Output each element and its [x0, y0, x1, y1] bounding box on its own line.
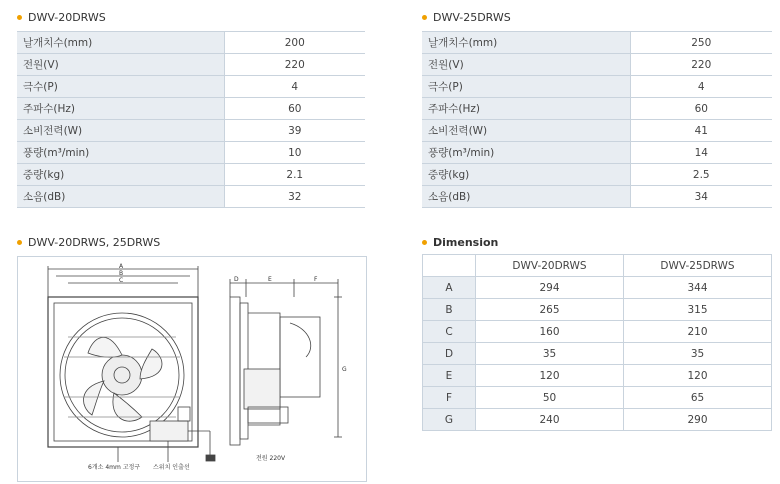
table-row [423, 321, 772, 343]
dim-value: 344 [624, 277, 772, 299]
dim-value: 210 [624, 321, 772, 343]
spec-value: 34 [630, 186, 772, 208]
spec-label: 날개치수(mm) [17, 32, 224, 54]
spec-value: 41 [630, 120, 772, 142]
table-row [422, 32, 772, 54]
spec-label: 주파수(Hz) [17, 98, 224, 120]
table-row [17, 98, 365, 120]
dim-value: 265 [476, 299, 624, 321]
table-row [423, 299, 772, 321]
label-g: G [342, 366, 347, 373]
diagram-heading [17, 236, 160, 249]
label-f: F [314, 276, 318, 283]
spec-label: 극수(P) [17, 76, 224, 98]
label-a: A [119, 263, 124, 270]
fan-drawing [18, 257, 366, 481]
note-power: 전원 220V [256, 455, 286, 462]
spec-value: 2.1 [224, 164, 365, 186]
diagram-title: DWV-20DRWS, 25DRWS [28, 236, 161, 249]
column-header: DWV-20DRWS [476, 255, 624, 277]
bullet-icon [422, 15, 427, 20]
spec-label: 전원(V) [422, 54, 630, 76]
left-spec-heading [17, 11, 106, 24]
spec-label: 풍량(m³/min) [17, 142, 224, 164]
table-row [422, 120, 772, 142]
spec-value: 2.5 [630, 164, 772, 186]
table-row [422, 142, 772, 164]
label-d: D [234, 276, 239, 283]
spec-value: 220 [630, 54, 772, 76]
dim-label: B [423, 299, 476, 321]
table-row [422, 76, 772, 98]
dim-value: 120 [624, 365, 772, 387]
spec-label: 소비전력(W) [422, 120, 630, 142]
table-row [423, 409, 772, 431]
dim-label: D [423, 343, 476, 365]
spec-label: 극수(P) [422, 76, 630, 98]
label-e: E [268, 276, 272, 283]
dim-label: E [423, 365, 476, 387]
bullet-icon [17, 240, 22, 245]
spec-value: 60 [630, 98, 772, 120]
dim-label: F [423, 387, 476, 409]
column-header: DWV-25DRWS [624, 255, 772, 277]
right-spec-title: DWV-25DRWS [433, 11, 511, 24]
dim-value: 294 [476, 277, 624, 299]
spec-value: 220 [224, 54, 365, 76]
dimension-heading [422, 236, 498, 249]
dim-value: 290 [624, 409, 772, 431]
bullet-icon [17, 15, 22, 20]
spec-value: 4 [224, 76, 365, 98]
dim-value: 315 [624, 299, 772, 321]
note-holes: 6개소 4mm 고정구 [88, 464, 141, 471]
spec-value: 60 [224, 98, 365, 120]
spec-value: 10 [224, 142, 365, 164]
dim-value: 35 [476, 343, 624, 365]
spec-label: 소음(dB) [422, 186, 630, 208]
spec-value: 200 [224, 32, 365, 54]
left-spec-table [17, 31, 365, 208]
table-row [423, 277, 772, 299]
spec-value: 14 [630, 142, 772, 164]
dim-label: C [423, 321, 476, 343]
dim-value: 120 [476, 365, 624, 387]
spec-label: 소비전력(W) [17, 120, 224, 142]
left-spec-title: DWV-20DRWS [28, 11, 106, 24]
table-row [422, 186, 772, 208]
spec-label: 날개치수(mm) [422, 32, 630, 54]
table-row [17, 54, 365, 76]
right-spec-table [422, 31, 772, 208]
table-row [17, 164, 365, 186]
dim-value: 240 [476, 409, 624, 431]
dim-value: 35 [624, 343, 772, 365]
dimension-table [422, 254, 772, 431]
dim-label: G [423, 409, 476, 431]
spec-label: 중량(kg) [17, 164, 224, 186]
table-row [423, 387, 772, 409]
right-spec-heading [422, 11, 511, 24]
dim-value: 65 [624, 387, 772, 409]
spec-value: 250 [630, 32, 772, 54]
label-c: C [119, 277, 124, 284]
dimension-title: Dimension [433, 236, 499, 249]
note-switch: 스위치 인출선 [153, 464, 190, 471]
table-row [17, 32, 365, 54]
table-row [423, 365, 772, 387]
fan-diagram [17, 256, 367, 482]
table-row [422, 98, 772, 120]
table-row [17, 120, 365, 142]
spec-label: 주파수(Hz) [422, 98, 630, 120]
spec-value: 32 [224, 186, 365, 208]
spec-label: 전원(V) [17, 54, 224, 76]
spec-label: 풍량(m³/min) [422, 142, 630, 164]
bullet-icon [422, 240, 427, 245]
dim-label: A [423, 277, 476, 299]
table-row [422, 164, 772, 186]
label-b: B [119, 270, 124, 277]
table-row [422, 54, 772, 76]
dim-value: 160 [476, 321, 624, 343]
spec-value: 4 [630, 76, 772, 98]
spec-label: 소음(dB) [17, 186, 224, 208]
corner-cell [423, 255, 476, 277]
spec-label: 중량(kg) [422, 164, 630, 186]
spec-value: 39 [224, 120, 365, 142]
table-row [17, 76, 365, 98]
dim-value: 50 [476, 387, 624, 409]
table-row [17, 186, 365, 208]
table-row [17, 142, 365, 164]
table-row [423, 343, 772, 365]
table-header-row [423, 255, 772, 277]
